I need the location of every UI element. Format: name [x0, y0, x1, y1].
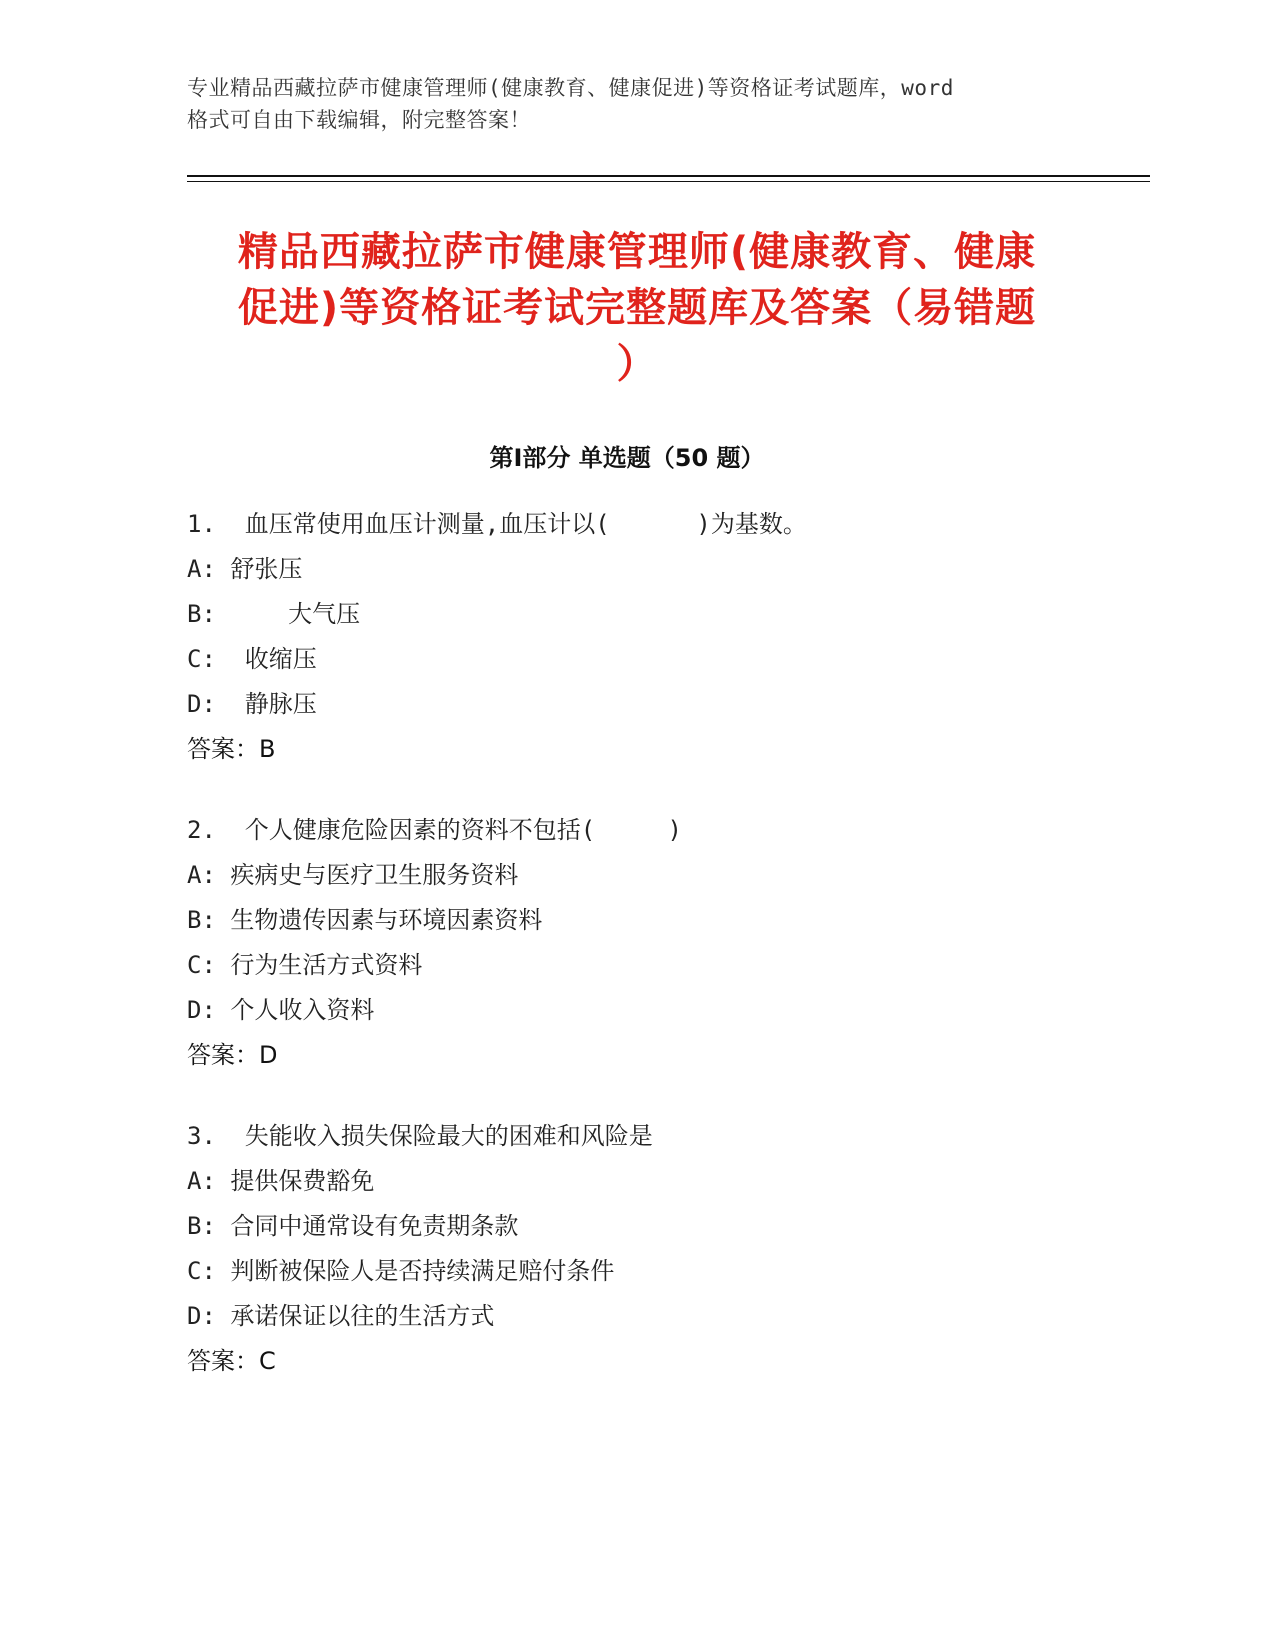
option-d: D: 静脉压	[187, 690, 317, 718]
option-c: C: 判断被保险人是否持续满足赔付条件	[187, 1257, 615, 1285]
option-c: C: 收缩压	[187, 645, 317, 673]
header-note-line-2: 格式可自由下载编辑，附完整答案！	[187, 108, 531, 132]
option-d: D: 承诺保证以往的生活方式	[187, 1302, 495, 1330]
title-line-3: ）	[616, 341, 658, 387]
header-divider-thick	[187, 175, 1150, 177]
header-divider-thin	[187, 181, 1150, 182]
option-b: B: 大气压	[187, 600, 361, 628]
question-stem: 3. 失能收入损失保险最大的困难和风险是	[187, 1122, 653, 1150]
option-a: A: 疾病史与医疗卫生服务资料	[187, 861, 519, 889]
option-a: A: 舒张压	[187, 555, 303, 583]
document-title	[187, 224, 1087, 392]
answer: 答案：B	[187, 735, 276, 763]
option-c: C: 行为生活方式资料	[187, 951, 423, 979]
answer: 答案：D	[187, 1041, 278, 1069]
option-d: D: 个人收入资料	[187, 996, 375, 1024]
section-heading: 第Ⅰ部分 单选题（50 题）	[489, 444, 765, 472]
question-1	[187, 502, 1067, 772]
header-note	[187, 72, 1087, 136]
question-stem: 1. 血压常使用血压计测量,血压计以( )为基数。	[187, 510, 807, 538]
title-line-2: 促进)等资格证考试完整题库及答案（易错题	[237, 285, 1037, 331]
question-2	[187, 808, 1067, 1078]
answer: 答案：C	[187, 1347, 276, 1375]
option-b: B: 合同中通常设有免责期条款	[187, 1212, 519, 1240]
option-b: B: 生物遗传因素与环境因素资料	[187, 906, 543, 934]
question-3	[187, 1114, 1067, 1384]
header-note-line-1: 专业精品西藏拉萨市健康管理师(健康教育、健康促进)等资格证考试题库，word	[187, 76, 954, 100]
title-line-1: 精品西藏拉萨市健康管理师(健康教育、健康	[237, 229, 1037, 275]
question-stem: 2. 个人健康危险因素的资料不包括( )	[187, 816, 682, 844]
option-a: A: 提供保费豁免	[187, 1167, 375, 1195]
